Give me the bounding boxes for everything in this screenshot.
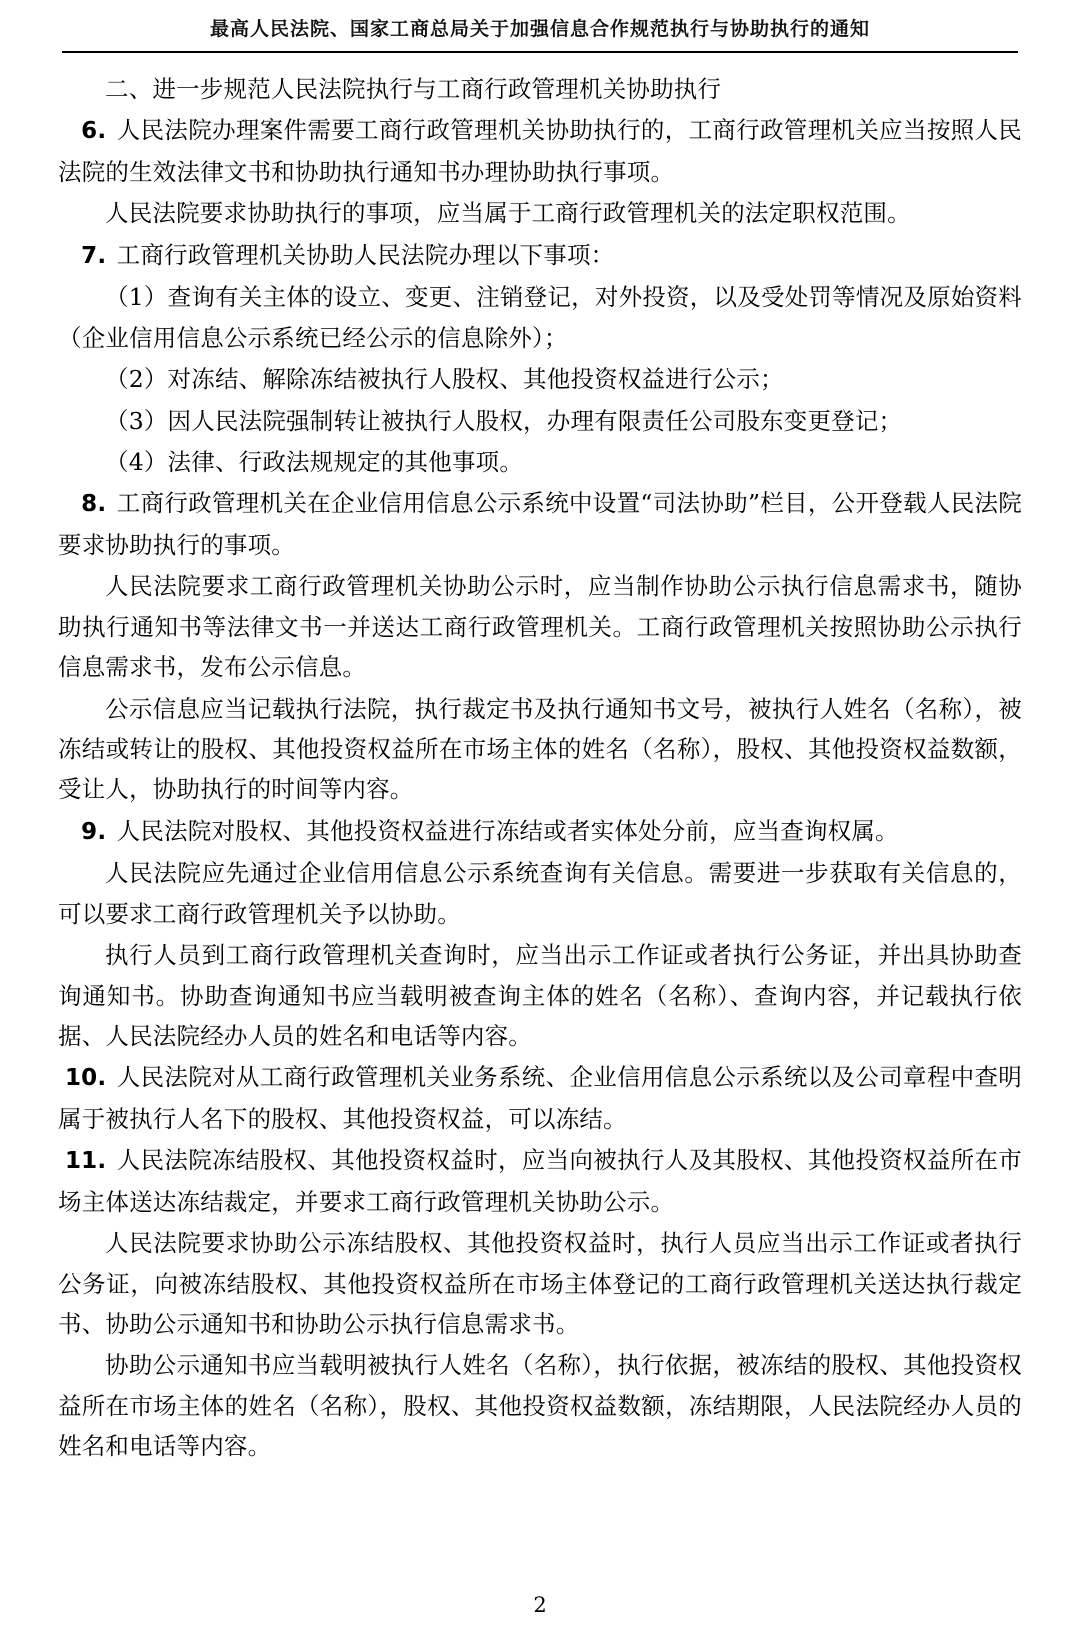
paragraph: 人民法院应先通过企业信用信息公示系统查询有关信息。需要进一步获取有关信息的，可以要求工商行政管理机关予以协助。: [58, 859, 1022, 928]
list-item: [58, 110, 1022, 192]
list-item-text: 人民法院对股权、其他投资权益进行冻结或者实体处分前，应当查询权属。: [116, 816, 899, 845]
paragraph: 人民法院要求工商行政管理机关协助公示时，应当制作协助公示执行信息需求书，随协助执行通知书等法律文书一并送达工商行政管理机关。工商行政管理机关按照协助公示执行信息需求书，发布公示信息。: [58, 572, 1022, 682]
running-header-text: 最高人民法院、国家工商总局关于加强信息合作规范执行与协助执行的通知: [209, 18, 870, 40]
page-number: 2: [533, 1593, 547, 1617]
list-item-number: 9.: [81, 818, 107, 845]
list-item-text: 工商行政管理机关在企业信用信息公示系统中设置“司法协助”栏目，公开登载人民法院要求协助执行的事项。: [58, 489, 1022, 559]
paragraph: 公示信息应当记载执行法院，执行裁定书及执行通知书文号，被执行人姓名（名称），被冻结或转让的股权、其他投资权益所在市场主体的姓名（名称），股权、其他投资权益数额，受让人，协助执行的时间等内容。: [58, 694, 1022, 804]
list-item: [58, 1140, 1022, 1222]
list-item: [58, 235, 1022, 277]
list-item-number: 11.: [64, 1148, 107, 1175]
list-item: [58, 1057, 1022, 1139]
list-item-number: 6.: [81, 118, 107, 145]
section-heading: 二、进一步规范人民法院执行与工商行政管理机关协助执行: [105, 75, 722, 103]
paragraph: 人民法院要求协助公示冻结股权、其他投资权益时，执行人员应当出示工作证或者执行公务证，向被冻结股权、其他投资权益所在市场主体登记的工商行政管理机关送达执行裁定书、协助公示通知书和协助公示执行信息需求书。: [58, 1229, 1022, 1339]
list-item-text: 人民法院对从工商行政管理机关业务系统、企业信用信息公示系统以及公司章程中查明属于被执行人名下的股权、其他投资权益，可以冻结。: [58, 1063, 1022, 1133]
list-item-number: 8.: [81, 491, 107, 518]
paragraph: 协助公示通知书应当载明被执行人姓名（名称），执行依据，被冻结的股权、其他投资权益所在市场主体的姓名（名称），股权、其他投资权益数额，冻结期限，人民法院经办人员的姓名和电话等内容。: [58, 1351, 1022, 1461]
paragraph: （2）对冻结、解除冻结被执行人股权、其他投资权益进行公示；: [105, 365, 784, 394]
paragraph: （3）因人民法院强制转让被执行人股权，办理有限责任公司股东变更登记；: [105, 406, 903, 435]
list-item-number: 10.: [64, 1065, 107, 1092]
paragraph: （1）查询有关主体的设立、变更、注销登记，对外投资，以及受处罚等情况及原始资料（企业信用信息公示系统已经公示的信息除外）；: [58, 283, 1022, 352]
paragraph: 执行人员到工商行政管理机关查询时，应当出示工作证或者执行公务证，并出具协助查询通知书。协助查询通知书应当载明被查询主体的姓名（名称）、查询内容，并记载执行依据、人民法院经办人员的姓名和电话等内容。: [58, 941, 1022, 1050]
list-item-text: 人民法院办理案件需要工商行政管理机关协助执行的，工商行政管理机关应当按照人民法院的生效法律文书和协助执行通知书办理协助执行事项。: [58, 116, 1022, 186]
list-item-number: 7.: [81, 242, 107, 269]
list-item: [58, 811, 1022, 853]
list-item: [58, 483, 1022, 565]
document-body: [0, 53, 1080, 1467]
list-item-text: 工商行政管理机关协助人民法院办理以下事项：: [116, 240, 615, 269]
running-header: [0, 0, 1080, 41]
paragraph: 人民法院要求协助执行的事项，应当属于工商行政管理机关的法定职权范围。: [105, 199, 911, 228]
paragraph: （4）法律、行政法规规定的其他事项。: [105, 447, 524, 476]
list-item-text: 人民法院冻结股权、其他投资权益时，应当向被执行人及其股权、其他投资权益所在市场主体送达冻结裁定，并要求工商行政管理机关协助公示。: [58, 1146, 1022, 1216]
